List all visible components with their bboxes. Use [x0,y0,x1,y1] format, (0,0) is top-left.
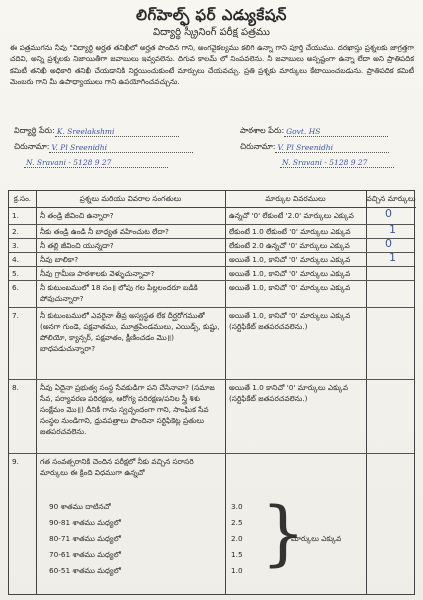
row-1-obtained: 0 [385,207,392,220]
student-name-value: K. Sreelakshmi [55,127,179,137]
intro-paragraph: ఈ పత్రముగను నీవు "విద్యార్థి అర్హత తనిఖీలో అర్హత పొందిన గాని, అంగవైకల్యము కలిగి ఉన్నా గాని పూర్తి చేయుము. దరఖాస్తు ప్రశ్నలకు జాగ్రత్తగా చదివి, అన్ని ప్రశ్నలకు నిజాయితీగా జవాబులు ఇవ్వవలెను. దిగువ కాలమ్ లో నింపవలెను. నీ జవాబులు అస్పష్టంగా ఉన్నా లేదా అని ప్రాతిపదిక కమిటీ తనిఖీ అధికారి తనిఖీ చేయడానికి నిర్ణయించుకుంటే మార్పులు చేయవచ్చు. ప్రతి ప్రశ్నకు మార్కులు కేటాయించబడును. ప్రాతిపదిక కమిటీ మెంబరు గాని మీ ఉపాధ్యాయులు గాని ఉపయోగించవచ్చును. [10,43,414,87]
band-3-points: 2.0 [231,534,243,543]
row-2-no: 2. [12,227,19,236]
row-6-marks: అయితే 1.0, కానిచో '0' మార్కులు ఎక్కువ [229,283,351,292]
student-name-label: విద్యార్థి పేరు: [14,126,55,135]
header-marks-obtained: వచ్చిన మార్కులు [366,191,416,208]
address-row [14,142,414,156]
band-4-range: 70-61 శాతము మధ్యలో [49,550,121,559]
band-3-range: 80-71 శాతము మధ్యలో [49,534,121,543]
address2-value: V. Pl Sreenidhi [275,143,389,153]
row-6-question: నీ కుటుంబములో 18 సం॥ లోపు గల పిల్లలందరూ బడికి పోవుచున్నారా? [40,283,198,303]
header-serial: క్ర.సం. [9,191,36,208]
band-1-range: 90 శాతము దాటినచో [49,502,111,511]
address-label: చిరునామా: [14,142,50,151]
address2-field [240,142,389,153]
row-7-no: 7. [12,311,19,320]
row-3-obtained: 0 [385,237,392,250]
row-4-question: నీవు బాలికా? [40,255,79,264]
address-value: V. Pl Sreenidhi [49,143,193,153]
address2-label: చిరునామా: [240,142,276,151]
band-5-range: 60-51 శాతము మధ్యలో [49,566,121,575]
row-4-marks: అయితే 1.0, కానిచో '0' మార్కులు ఎక్కువ [229,255,351,264]
row-7-marks: అయితే 1.0, కానిచో '0' మార్కులు ఎక్కువ (సర్టిఫికేట్ జతపరచవలెను.) [229,311,351,331]
header-question: ప్రశ్నలు మరియు వివరాల సంగతులు [36,191,225,208]
band-1-points: 3.0 [231,502,243,511]
row-3-no: 3. [12,241,19,250]
row-3-question: నీ తల్లి జీవించి యున్నదా? [40,241,114,250]
band-2-range: 90-81 శాతము మధ్యలో [49,518,121,527]
row-9-no: 9. [12,457,19,466]
row-8-marks: అయితే 1.0 కానిచో '0' మార్కులు ఎక్కువ (సర్టిఫికేట్ జతపరచవలెను.) [229,383,349,403]
address-field [14,142,193,153]
row-9-question: గత సంవత్సరానికి చెందిన పరీక్షలో నీకు వచ్చిన సరాసరి మార్కులు ఈ క్రింది విధముగా ఉన్నచో [40,457,194,477]
row-2-marks: లేకుంటే 1.0 లేకుంటే '0' మార్కులు ఎక్కువ [229,227,351,236]
school-name-field [240,126,388,137]
row-8-no: 8. [12,383,19,392]
phone1-field [24,158,168,168]
row-3-marks: లేకుంటే 2.0 ఉన్నచో '0' మార్కులు ఎక్కువ [229,241,350,250]
row-5-marks: అయితే 1.0, కానిచో '0' మార్కులు ఎక్కువ [229,269,351,278]
row-2-question: నీకు తండ్రి ఉండి నీ బాధ్యత వహించుట లేదా? [40,227,169,236]
phone1-value: N. Sravani - 5128 9 27 [24,158,168,168]
row-1-no: 1. [12,211,19,220]
band-2-points: 2.5 [231,518,243,527]
student-name-field [14,126,179,137]
phone2-value: N. Sravani - 5128 9 27 [280,158,394,168]
row-4-obtained: 1 [389,251,396,264]
row-5-question: నీవు గ్రామీణ పాఠశాలకు వెళ్ళుచున్నావా? [40,269,155,278]
form-title: లిగ్‌హెల్ఫ్ ఫర్ ఎడ్యుకేషన్ [136,6,287,24]
name-row [14,126,414,140]
school-name-label: పాఠశాల పేరు: [240,126,285,135]
row-8-question: నీవు ఏదైనా ప్రభుత్వ సంస్థ సేవకుడిగా పని చేసినావా? (సమాజ సేవ, పర్యావరణ పరిరక్షణ, ఆరోగ్య పరిరక్షణ/పనిల స్త్రీ శిశు సంక్షేమం మొ॥) దీనికి గాను స్వచ్ఛందంగా గాని, సాంఘిక సేవ సంస్థల నుండిగాని, ధ్రువపత్రాలు పొందినా సర్టిఫికెట్ల ప్రతులు జతపరచవలెను. [40,383,215,436]
row-2-obtained: 1 [389,223,396,236]
screening-table [8,190,415,595]
band-note: మార్కులు ఎక్కువ [291,534,342,543]
row-6-no: 6. [12,283,19,292]
row-5-no: 5. [12,269,19,278]
row-1-marks: ఉన్నచో '0' లేకుంటే '2.0' మార్కులు ఎక్కువ [229,211,354,220]
band-4-points: 1.5 [231,550,243,559]
row-7-question: నీ కుటుంబములో ఎవరైనా తీవ్ర అస్వస్థత లేక దీర్ఘరోగముతో (అనగా గుండె, పక్షవాతము, మూత్రపిండములు, ఎయిడ్స్, కుష్టు, పోలియో, క్యాన్సర్, పక్షవాతం, క్షీణించడం మొ॥) బాధపడుచున్నారా? [40,311,220,353]
header-marks-details: మార్కుల వివరములు [225,191,366,208]
phone-row [14,158,414,172]
phone2-field [280,158,394,168]
school-name-value: Govt. HS [284,127,388,137]
band-5-points: 1.0 [231,566,243,575]
row-1-question: నీ తండ్రి జీవించి ఉన్నారా? [40,211,114,220]
row-4-no: 4. [12,255,19,264]
band-brace: } [261,492,306,574]
form-subtitle: విద్యార్థి స్క్రీనింగ్ పరీక్ష పత్రము [153,27,270,38]
